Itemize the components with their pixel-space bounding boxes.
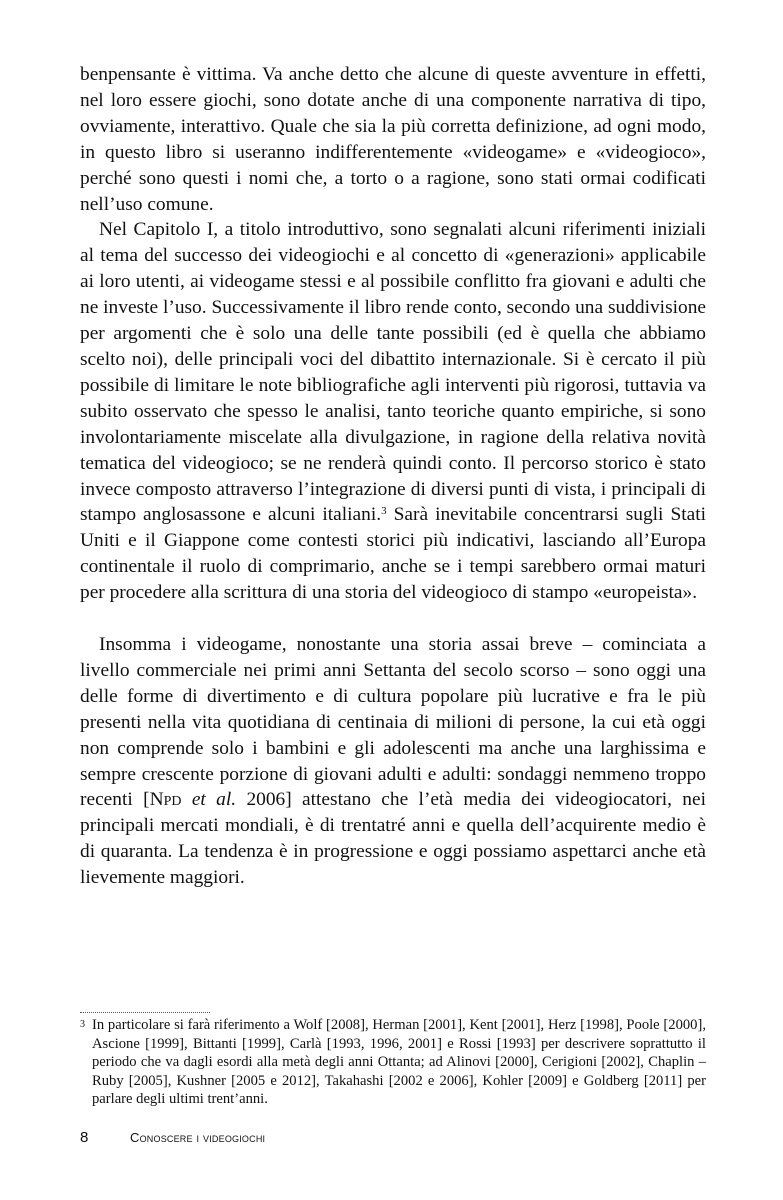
footnote-reference[interactable]: 3 xyxy=(381,505,387,518)
paragraph-chapter-overview xyxy=(80,217,706,606)
footnote-number: 3 xyxy=(80,1019,85,1030)
paragraph-continuation: benpensante è vittima. Va anche detto che alcune di queste avventure in effetti, nel loro essere giochi, sono dotate anche di una componente narrativa di tipo, ovviamente, interattivo. Quale che sia la più corretta definizione, ad ogni modo, in questo libro si useranno indifferentemente «videogame» e «videogioco», perché sono questi i nomi che, a torto o a ragione, sono stati ormai codificati nell’uso comune. xyxy=(80,64,706,215)
section-break xyxy=(80,606,706,632)
paragraph-text: Sarà inevitabile concentrarsi sugli Stati Uniti e il Giappone come contesti storici più indicativi, lasciando all’Europa continentale il ruolo di comprimario, anche se i tempi sarebbero ormai maturi per procedere alla scrittura di una storia del videogioco di stampo «europeista». xyxy=(80,504,706,604)
page-body xyxy=(80,62,706,891)
citation-year: 2006 xyxy=(236,789,286,811)
running-title: Conoscere i videogiochi xyxy=(130,1130,266,1145)
paragraph-text: Insomma i videogame, nonostante una storia assai breve – cominciata a livello commerciale nei primi anni Settanta del secolo scorso – sono oggi una delle forme di divertimento e di cultura popolare più lucrative e fra le più presenti nella vita quotidiana di centinaia di milioni di persone, la cui età oggi non comprende solo i bambini e gli adolescenti ma anche una larghissima e sempre crescente porzione di giovani adulti e adulti: sondaggi nemmeno troppo recenti [ xyxy=(80,634,706,811)
page-number: 8 xyxy=(80,1129,89,1146)
paragraph-text: ] attestano che l’età media dei videogiocatori, nei principali mercati mondiali, è di trentatré anni e quella dell’acquirente medio è di quaranta. La tendenza è in progressione e oggi possiamo aspettarci anche età lievemente maggiori. xyxy=(80,789,706,889)
citation-et-al: et al. xyxy=(181,789,237,811)
running-footer xyxy=(80,1129,265,1146)
footnote-text: In particolare si farà riferimento a Wolf [2008], Herman [2001], Kent [2001], Herz [1998], Poole [2000], Ascione [1999], Bittanti [1999], Carlà [1993, 1996, 2001] e Rossi [1993] per descrivere soprattutto il periodo che va dagli esordi alla metà degli anni Ottanta; ad Alinovi [2000], Cerigioni [2002], Chaplin – Ruby [2005], Kushner [2005 e 2012], Takahashi [2002 e 2006], Kohler [2009] e Goldberg [2011] per parlare degli ultimi trent’anni. xyxy=(92,1017,706,1107)
footnote-divider xyxy=(80,1012,210,1013)
paragraph-videogame-audience xyxy=(80,632,706,891)
citation-author: Npd xyxy=(149,789,182,811)
paragraph-text: Nel Capitolo I, a titolo introduttivo, sono segnalati alcuni riferimenti iniziali al tema del successo dei videogiochi e al concetto di «generazioni» applicabile ai loro utenti, ai videogame stessi e al possibile conflitto fra giovani e adulti che ne investe l’uso. Successivamente il libro rende conto, secondo una suddivisione per argomenti che è solo una delle tante possibili (ed è quella che abbiamo scelto noi), delle principali voci del dibattito internazionale. Si è cercato il più possibile di limitare le note bibliografiche agli interventi più rigorosi, tuttavia va subito osservato che spesso le analisi, tanto teoriche quanto empiriche, si sono involontariamente miscelate alla divulgazione, in ragione della relativa novità tematica del videogioco; se ne renderà quindi conto. Il percorso storico è stato invece composto attraverso l’integrazione di diversi punti di vista, i principali di stampo anglosassone e alcuni italiani. xyxy=(80,219,706,526)
footnote xyxy=(80,1016,706,1109)
